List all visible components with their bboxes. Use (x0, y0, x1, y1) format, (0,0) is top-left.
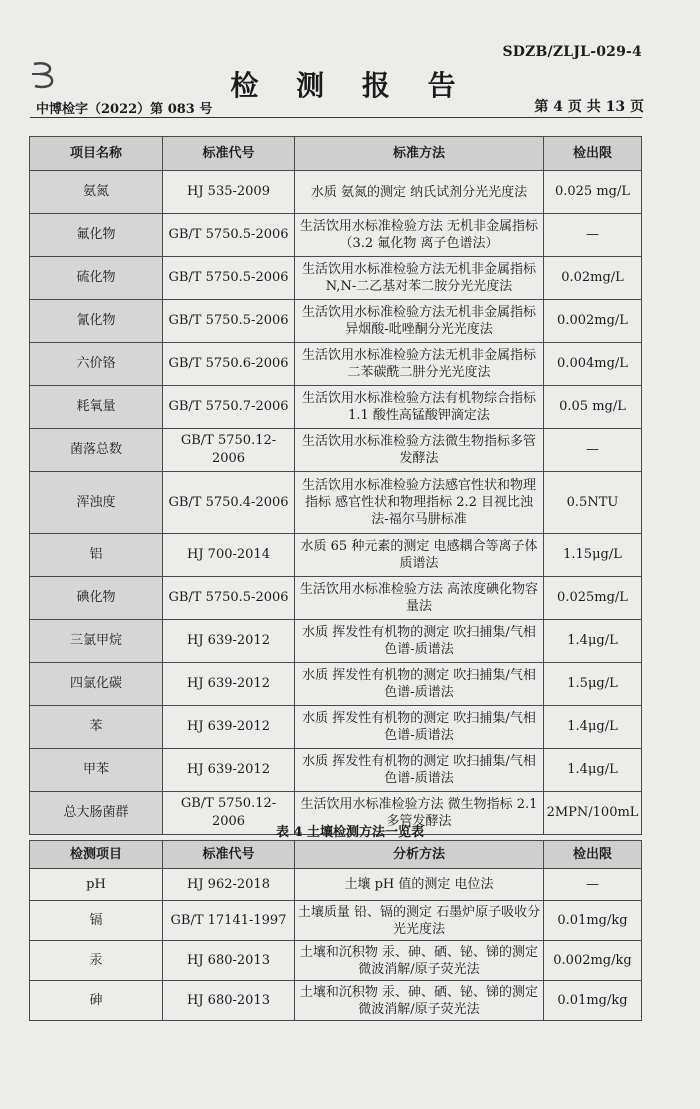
standard-code-cell: HJ 962-2018 (163, 869, 295, 901)
detection-limit-cell: 0.02mg/L (544, 257, 642, 300)
standard-code-cell: GB/T 17141-1997 (163, 901, 295, 941)
item-name-cell: 三氯甲烷 (30, 620, 163, 663)
detection-limit-cell: — (544, 869, 642, 901)
detection-limit-cell: 0.025mg/L (544, 577, 642, 620)
item-name-cell: 砷 (30, 981, 163, 1021)
method-cell: 土壤和沉积物 汞、砷、硒、铋、锑的测定 微波消解/原子荧光法 (295, 941, 544, 981)
method-cell: 生活饮用水标准检验方法 无机非金属指标（3.2 氟化物 离子色谱法） (295, 214, 544, 257)
table-header-row (30, 841, 642, 869)
standard-code-cell: GB/T 5750.5-2006 (163, 300, 295, 343)
standard-code-cell: GB/T 5750.5-2006 (163, 214, 295, 257)
table-row (30, 534, 642, 577)
table-row (30, 620, 642, 663)
column-header: 检出限 (544, 841, 642, 869)
column-header: 分析方法 (295, 841, 544, 869)
detection-limit-cell: 1.15μg/L (544, 534, 642, 577)
table-row (30, 214, 642, 257)
item-name-cell: 苯 (30, 706, 163, 749)
item-name-cell: pH (30, 869, 163, 901)
table-row (30, 577, 642, 620)
item-name-cell: 碘化物 (30, 577, 163, 620)
table-row (30, 869, 642, 901)
table-row (30, 472, 642, 534)
detection-limit-cell: 0.01mg/kg (544, 901, 642, 941)
soil-table-caption: 表 4 土壤检测方法一览表 (275, 825, 425, 840)
standard-code-cell: HJ 639-2012 (163, 663, 295, 706)
table-row (30, 386, 642, 429)
method-cell: 水质 氨氮的测定 纳氏试剂分光光度法 (295, 171, 544, 214)
method-cell: 水质 挥发性有机物的测定 吹扫捕集/气相色谱-质谱法 (295, 749, 544, 792)
standard-code-cell: HJ 535-2009 (163, 171, 295, 214)
detection-limit-cell: 0.5NTU (544, 472, 642, 534)
item-name-cell: 耗氧量 (30, 386, 163, 429)
detection-limit-cell: 0.002mg/kg (544, 941, 642, 981)
header-divider (30, 117, 642, 118)
standard-code-cell: GB/T 5750.6-2006 (163, 343, 295, 386)
document-code: SDZB/ZLJL-029-4 (502, 44, 642, 60)
method-cell: 生活饮用水标准检验方法微生物指标多管发酵法 (295, 429, 544, 472)
method-cell: 水质 挥发性有机物的测定 吹扫捕集/气相色谱-质谱法 (295, 706, 544, 749)
table-row (30, 171, 642, 214)
item-name-cell: 菌落总数 (30, 429, 163, 472)
standard-code-cell: GB/T 5750.12-2006 (163, 792, 295, 835)
standard-code-cell: HJ 680-2013 (163, 941, 295, 981)
table-row (30, 343, 642, 386)
item-name-cell: 镉 (30, 901, 163, 941)
item-name-cell: 甲苯 (30, 749, 163, 792)
standard-code-cell: HJ 700-2014 (163, 534, 295, 577)
column-header: 检测项目 (30, 841, 163, 869)
item-name-cell: 总大肠菌群 (30, 792, 163, 835)
item-name-cell: 铝 (30, 534, 163, 577)
column-header: 标准代号 (163, 137, 295, 171)
table-row (30, 941, 642, 981)
item-name-cell: 四氯化碳 (30, 663, 163, 706)
standard-code-cell: HJ 639-2012 (163, 620, 295, 663)
detection-limit-cell: — (544, 214, 642, 257)
method-cell: 生活饮用水标准检验方法无机非金属指标 N,N-二乙基对苯二胺分光光度法 (295, 257, 544, 300)
detection-limit-cell: 1.4μg/L (544, 749, 642, 792)
column-header: 检出限 (544, 137, 642, 171)
page-number: 第 4 页 共 13 页 (534, 99, 644, 115)
item-name-cell: 浑浊度 (30, 472, 163, 534)
detection-limit-cell: 1.4μg/L (544, 620, 642, 663)
table-row (30, 749, 642, 792)
item-name-cell: 六价铬 (30, 343, 163, 386)
item-name-cell: 氰化物 (30, 300, 163, 343)
detection-limit-cell: 0.05 mg/L (544, 386, 642, 429)
table-row (30, 901, 642, 941)
report-number: 中博检字（2022）第 083 号 (36, 102, 213, 117)
standard-code-cell: GB/T 5750.12-2006 (163, 429, 295, 472)
method-cell: 土壤质量 铅、镉的测定 石墨炉原子吸收分光光度法 (295, 901, 544, 941)
method-cell: 水质 挥发性有机物的测定 吹扫捕集/气相色谱-质谱法 (295, 620, 544, 663)
table-row (30, 300, 642, 343)
table-row (30, 257, 642, 300)
standard-code-cell: GB/T 5750.5-2006 (163, 257, 295, 300)
method-cell: 水质 65 种元素的测定 电感耦合等离子体质谱法 (295, 534, 544, 577)
method-cell: 生活饮用水标准检验方法 微生物指标 2.1 多管发酵法 (295, 792, 544, 835)
detection-limit-cell: 2MPN/100mL (544, 792, 642, 835)
method-cell: 土壤 pH 值的测定 电位法 (295, 869, 544, 901)
method-cell: 水质 挥发性有机物的测定 吹扫捕集/气相色谱-质谱法 (295, 663, 544, 706)
table-row (30, 706, 642, 749)
detection-limit-cell: 0.002mg/L (544, 300, 642, 343)
standard-code-cell: HJ 680-2013 (163, 981, 295, 1021)
standard-code-cell: HJ 639-2012 (163, 706, 295, 749)
detection-limit-cell: 0.01mg/kg (544, 981, 642, 1021)
column-header: 标准方法 (295, 137, 544, 171)
column-header: 标准代号 (163, 841, 295, 869)
standard-code-cell: GB/T 5750.7-2006 (163, 386, 295, 429)
detection-limit-cell: 0.025 mg/L (544, 171, 642, 214)
detection-limit-cell: 1.4μg/L (544, 706, 642, 749)
method-cell: 生活饮用水标准检验方法无机非金属指标 异烟酸-吡唑酮分光光度法 (295, 300, 544, 343)
standard-code-cell: HJ 639-2012 (163, 749, 295, 792)
table-header-row (30, 137, 642, 171)
report-title: 检 测 报 告 (230, 69, 470, 102)
detection-limit-cell: 1.5μg/L (544, 663, 642, 706)
table-row (30, 663, 642, 706)
standard-code-cell: GB/T 5750.5-2006 (163, 577, 295, 620)
method-cell: 生活饮用水标准检验方法无机非金属指标 二苯碳酰二肼分光光度法 (295, 343, 544, 386)
item-name-cell: 氟化物 (30, 214, 163, 257)
detection-limit-cell: — (544, 429, 642, 472)
water-method-table (29, 136, 642, 835)
soil-method-table (29, 840, 642, 1021)
method-cell: 生活饮用水标准检验方法感官性状和物理指标 感官性状和物理指标 2.2 目视比浊法-福尔马肼标准 (295, 472, 544, 534)
method-cell: 土壤和沉积物 汞、砷、硒、铋、锑的测定 微波消解/原子荧光法 (295, 981, 544, 1021)
method-cell: 生活饮用水标准检验方法 高浓度碘化物容量法 (295, 577, 544, 620)
method-cell: 生活饮用水标准检验方法有机物综合指标 1.1 酸性高锰酸钾滴定法 (295, 386, 544, 429)
item-name-cell: 氨氮 (30, 171, 163, 214)
table-row (30, 981, 642, 1021)
detection-limit-cell: 0.004mg/L (544, 343, 642, 386)
table-row (30, 429, 642, 472)
item-name-cell: 汞 (30, 941, 163, 981)
item-name-cell: 硫化物 (30, 257, 163, 300)
standard-code-cell: GB/T 5750.4-2006 (163, 472, 295, 534)
column-header: 项目名称 (30, 137, 163, 171)
